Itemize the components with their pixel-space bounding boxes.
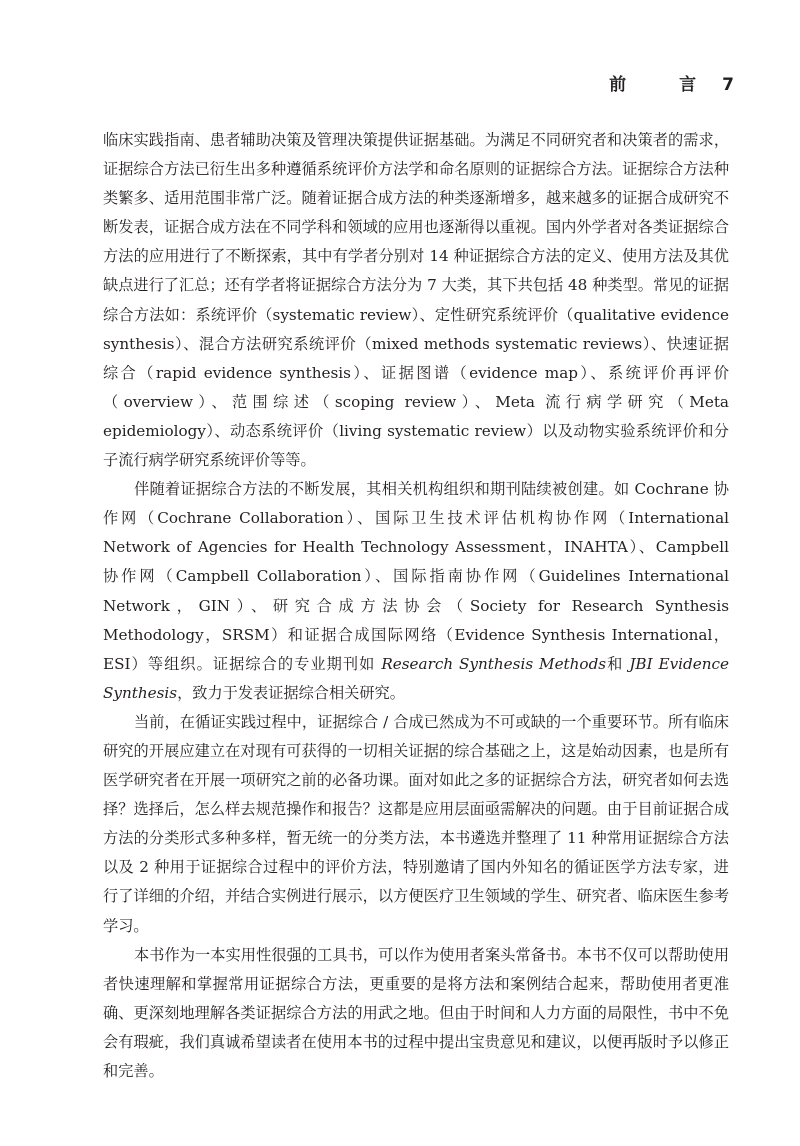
journal-title-jbi-evidence-synthesis: JBI Evidence Synthesis [103,654,729,702]
paragraph-4 [103,941,729,1086]
paragraph-2-text: 伴随着证据综合方法的不断发展，其相关机构组织和期刊陆续被创建。如 Cochrane 协作网（Cochrane Collaboration）、国际卫生技术评估机构协作网（International Network of Agencies for Health Technology Assessment，INAHTA）、Campbell 协作网（Campbell Collaboration）、国际指南协作网（Guidelines International Network，GIN）、研究合成方法协会（Society for Research Synthesis Methodology，SRSM）和证据合成国际网络（Evidence Synthesis International，ESI）等组织。证据综合的专业期刊如 [103,480,729,673]
page-number: 7 [722,75,734,95]
paragraph-1-text: 临床实践指南、患者辅助决策及管理决策提供证据基础。为满足不同研究者和决策者的需求，证据综合方法已衍生出多种遵循系统评价方法学和命名原则的证据综合方法。证据综合方法种类繁多、适用范围非常广泛。随着证据合成方法的种类逐渐增多，越来越多的证据合成研究不断发表，证据合成方法在不同学科和领域的应用也逐渐得以重视。国内外学者对各类证据综合方法的应用进行了不断探索，其中有学者分别对 14 种证据综合方法的定义、使用方法及其优缺点进行了汇总；还有学者将证据综合方法分为 7 大类，其下共包括 48 种类型。常见的证据综合方法如：系统评价（systematic review）、定性研究系统评价（qualitative evidence synthesis）、混合方法研究系统评价（mixed methods systematic reviews）、快速证据综合（rapid evidence synthesis）、证据图谱（evidence map）、系统评价再评价（overview）、范围综述（scoping review）、Meta 流行病学研究（Meta epidemiology）、动态系统评价（living systematic review）以及动物实验系统评价和分子流行病学研究系统评价等等。 [103,131,729,470]
running-header [609,70,734,95]
section-title: 前 言 [609,75,715,95]
paragraph-4-text: 本书作为一本实用性很强的工具书，可以作为使用者案头常备书。本书不仅可以帮助使用者快速理解和掌握常用证据综合方法，更重要的是将方法和案例结合起来，帮助使用者更准确、更深刻地理解各类证据综合方法的用武之地。但由于时间和人力方面的局限性，书中不免会有瑕疵，我们真诚希望读者在使用本书的过程中提出宝贵意见和建议，以便再版时予以修正和完善。 [103,945,729,1080]
paragraph-2 [103,475,729,708]
paragraph-3-text: 当前，在循证实践过程中，证据综合 / 合成已然成为不可或缺的一个重要环节。所有临床研究的开展应建立在对现有可获得的一切相关证据的综合基础之上，这是始动因素，也是所有医学研究者在开展一项研究之前的必备功课。面对如此之多的证据综合方法，研究者如何去选择？选择后，怎么样去规范操作和报告？这都是应用层面亟需解决的问题。由于目前证据合成方法的分类形式多种多样，暂无统一的分类方法，本书遴选并整理了 11 种常用证据综合方法以及 2 种用于证据综合过程中的评价方法，特别邀请了国内外知名的循证医学方法专家，进行了详细的介绍，并结合实例进行展示，以方便医疗卫生领域的学生、研究者、临床医生参考学习。 [103,712,729,935]
body-text [103,126,729,1086]
paragraph-2-joiner: 和 [606,654,630,673]
paragraph-3 [103,708,729,941]
paragraph-1 [103,126,729,475]
paragraph-2-tail: ，致力于发表证据综合相关研究。 [177,683,405,702]
journal-title-research-synthesis-methods: Research Synthesis Methods [381,654,607,673]
